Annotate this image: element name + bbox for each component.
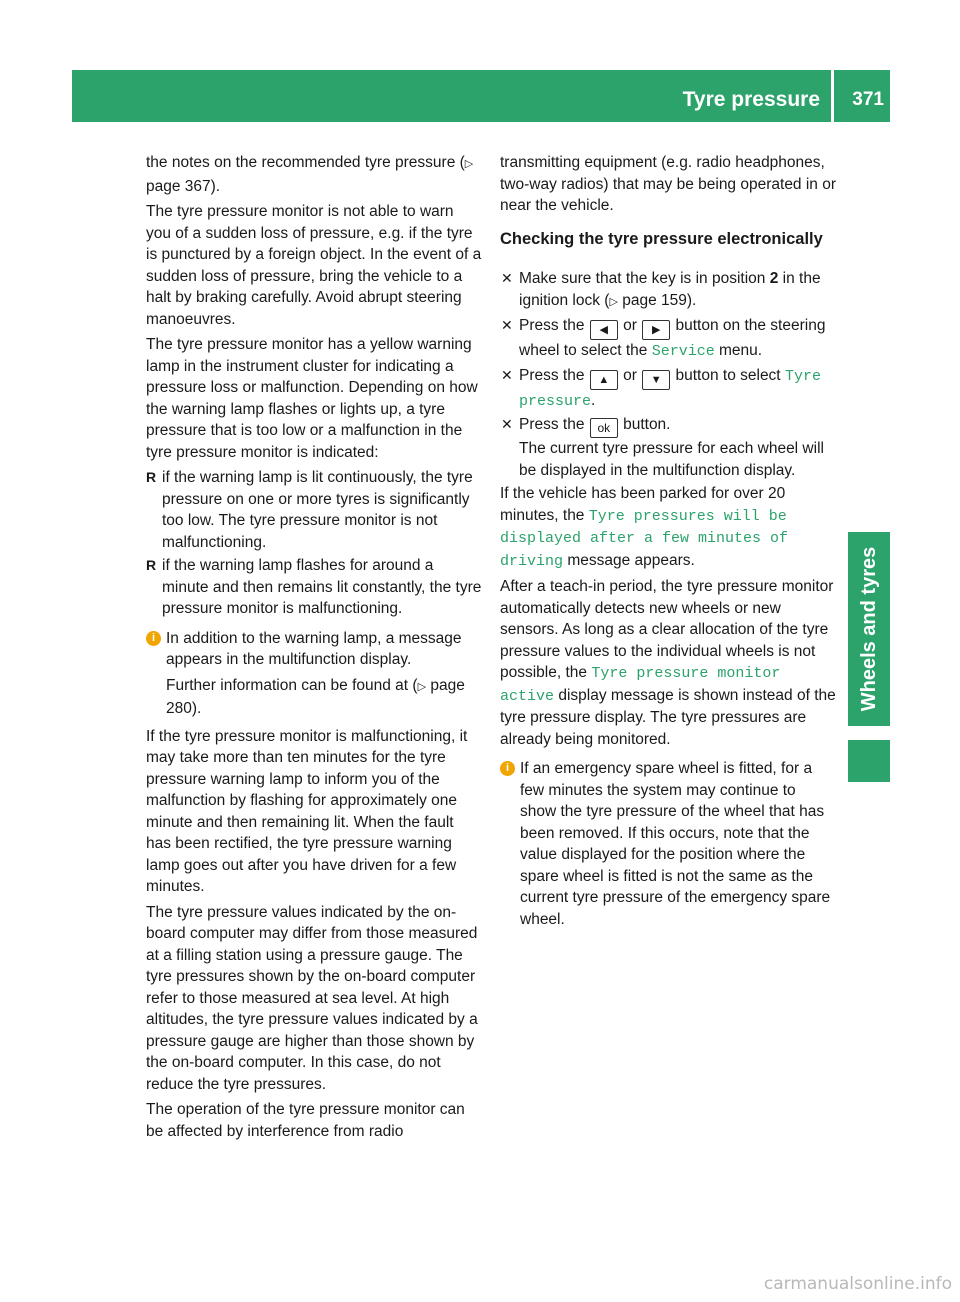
- step-arrow-icon: ✕: [501, 416, 513, 432]
- down-arrow-key-icon: ▼: [642, 370, 670, 390]
- paragraph: The tyre pressure values indicated by the on-board computer may differ from those measured at a filling station using a pressure gauge. The tyre pressures shown by the on-board computer refer to those measured at sea level. At high altitudes, the tyre pressure values indicated by a pressure gauge are higher than those shown by the on-board computer. In this case, do not reduce the tyre pressures.: [146, 903, 478, 1093]
- paragraph: After a teach-in period, the tyre pressure monitor automatically detects new wheels or new sensors. As long as a clear allocation of the tyre pressure values to the individual wheels is not possible, the Tyre pressure monitor active display message is shown instead of the tyre pressure display. The tyre pressures are already being monitored.: [500, 578, 836, 748]
- paragraph: The tyre pressure monitor has a yellow warning lamp in the instrument cluster for indicating a pressure loss or malfunction. Depending on how the warning lamp flashes or lights up, a tyre pressure that is too low or a malfunction in the tyre pressure monitor is indicated:: [146, 336, 478, 461]
- display-text: Tyre pressure: [519, 367, 821, 410]
- step-arrow-icon: ✕: [501, 366, 513, 383]
- up-arrow-key-icon: ▲: [590, 370, 618, 390]
- page-ref-icon: ▷: [609, 295, 618, 308]
- step-item: ✕ Press the ▲ or ▼ button to select Tyre pressure.: [501, 366, 821, 410]
- side-marker-block: [848, 740, 890, 782]
- left-arrow-key-icon: ◀: [590, 320, 618, 340]
- right-arrow-key-icon: ▶: [642, 320, 670, 340]
- step-result: The current tyre pressure for each wheel will be displayed in the multifunction display.: [519, 440, 824, 479]
- section-title: Tyre pressure: [682, 88, 820, 111]
- page-ref-icon: ▷: [464, 158, 474, 170]
- right-column: [500, 152, 836, 936]
- step-arrow-icon: ✕: [501, 317, 513, 333]
- section-heading: Checking the tyre pressure electronically: [500, 229, 823, 248]
- paragraph: The tyre pressure monitor is not able to warn you of a sudden loss of pressure, e.g. if the tyre is punctured by a foreign object. In the event of a sudden loss of pressure, bring the vehicle to a halt by braking carefully. Avoid abrupt steering manoeuvres.: [146, 203, 482, 328]
- page-ref-icon: ▷: [417, 680, 427, 693]
- step-item: ✕ Press the ok button. The current tyre pressure for each wheel will be displayed in the multifunction display.: [501, 416, 824, 479]
- header-divider: [831, 70, 834, 122]
- paragraph: The operation of the tyre pressure monitor can be affected by interference from radio: [146, 1101, 465, 1140]
- side-chapter-label: Wheels and tyres: [858, 546, 880, 712]
- display-text: Tyre pressures will be displayed after a few minutes of driving: [500, 507, 789, 570]
- paragraph: transmitting equipment (e.g. radio headphones, two-way radios) that may be being operated in or near the vehicle.: [500, 154, 837, 214]
- bullet-icon: R: [146, 469, 157, 485]
- bullet-item: R if the warning lamp is lit continuously, the tyre pressure on one or more tyres is significantly too low. The tyre pressure monitor is not malfunctioning.: [146, 469, 473, 551]
- ok-key-icon: ok: [590, 418, 618, 438]
- step-item: ✕ Make sure that the key is in position 2 in the ignition lock (▷ page 159).: [501, 270, 821, 309]
- paragraph: If the tyre pressure monitor is malfunctioning, it may take more than ten minutes for the tyre pressure warning lamp to inform you of the malfunction by flashing for approximately one minute and then remaining lit. When the fault has been rectified, the tyre pressure warning lamp goes out after you have driven for a few minutes.: [146, 727, 468, 895]
- left-column: [146, 152, 482, 1146]
- watermark: carmanualsonline.info: [763, 1274, 952, 1294]
- bullet-icon: R: [146, 557, 157, 573]
- display-text: Tyre pressure monitor active: [500, 665, 781, 705]
- info-icon: i: [500, 761, 515, 776]
- info-icon: i: [146, 631, 161, 646]
- bullet-item: R if the warning lamp flashes for around a minute and then remains lit constantly, the tyre pressure monitor is malfunctioning.: [146, 557, 482, 617]
- info-note: i If an emergency spare wheel is fitted, for a few minutes the system may continue to show the tyre pressure of the wheel that has been removed. If this occurs, note that the value displayed for the position where the spare wheel is fitted is not the same as the current tyre pressure of the emergency spare wheel.: [500, 758, 836, 930]
- header-bar: [72, 70, 890, 122]
- step-arrow-icon: ✕: [501, 270, 513, 286]
- display-text: Service: [651, 343, 715, 360]
- step-item: ✕ Press the ◀ or ▶ button on the steering wheel to select the Service menu.: [501, 317, 826, 360]
- paragraph: If the vehicle has been parked for over 20 minutes, the Tyre pressures will be displayed after a few minutes of driving message appears.: [500, 485, 789, 570]
- paragraph: the notes on the recommended tyre pressure (▷ page 367).: [146, 154, 474, 195]
- page-number: 371: [852, 89, 884, 110]
- info-note: i In addition to the warning lamp, a message appears in the multifunction display. Further information can be found at (▷ page 280).: [146, 628, 482, 720]
